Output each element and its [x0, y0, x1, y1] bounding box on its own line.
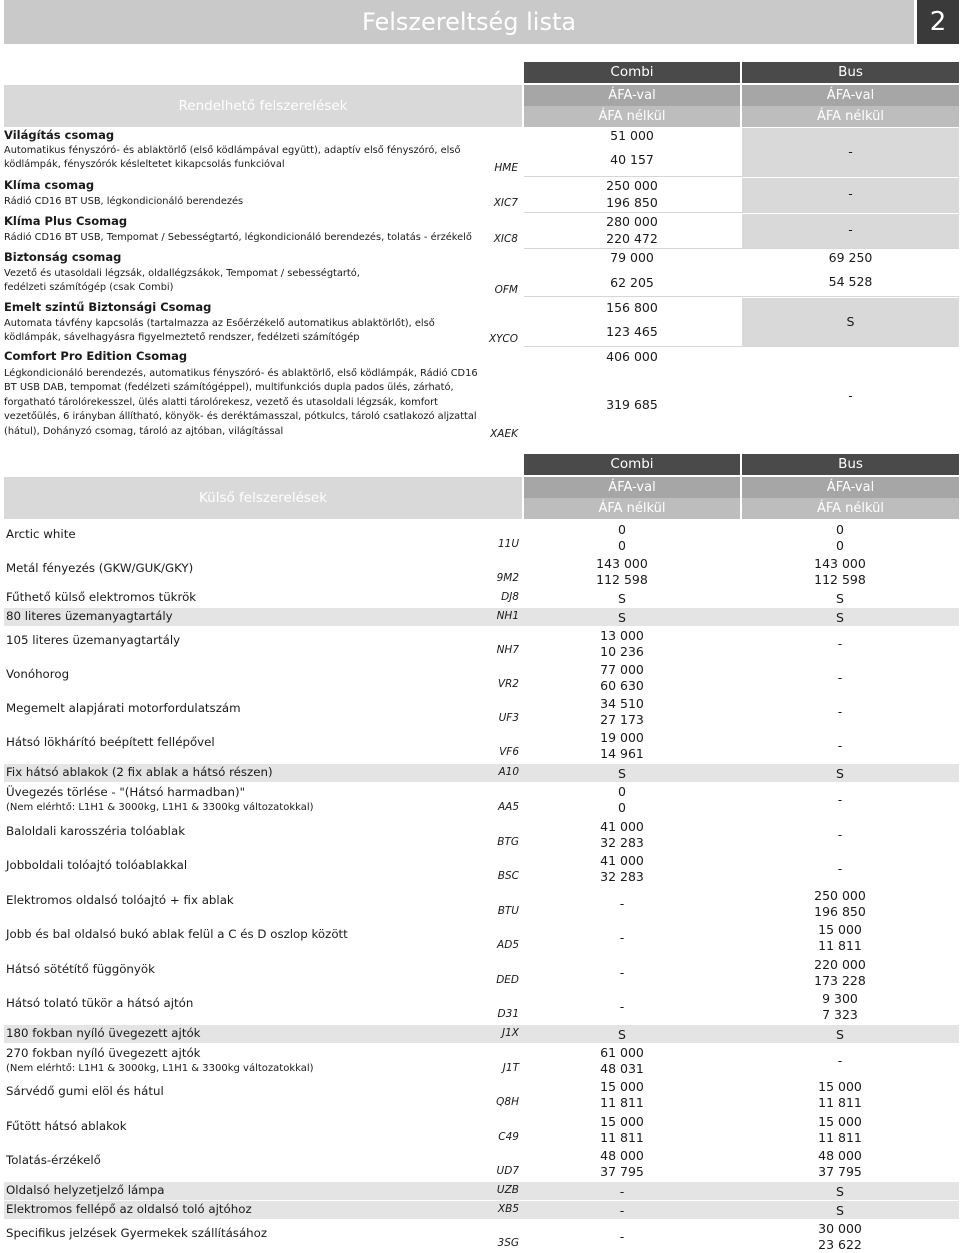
- package-row: [4, 127, 520, 173]
- combi-novat-header: ÁFA nélkül: [524, 106, 740, 127]
- combi-novat-value: 220 472: [606, 231, 658, 246]
- page-number: 2: [917, 0, 959, 44]
- bus-novat-value: 7 323: [822, 1007, 858, 1022]
- combi-novat-value: 14 961: [600, 746, 644, 761]
- package-name: Klíma csomag: [4, 178, 95, 192]
- bus-value: -: [837, 636, 843, 651]
- package-row: [4, 249, 520, 296]
- bus-value: S: [836, 591, 844, 606]
- option-name: 105 literes üzemanyagtartály: [6, 633, 181, 647]
- bus-value: S: [836, 1027, 844, 1042]
- package-code: XAEK: [490, 428, 518, 440]
- combi-vat-value: 15 000: [600, 1114, 644, 1129]
- combi-vat-value: 41 000: [600, 819, 644, 834]
- combi-novat-value: 32 283: [600, 835, 644, 850]
- package-desc: Vezető és utasoldali légzsák, oldallégzsákok, Tempomat / sebességtartó, fedélzeti számítógép (csak Combi): [4, 268, 360, 294]
- option-code: 3SG: [497, 1237, 519, 1249]
- option-name: Metál fényezés (GKW/GUK/GKY): [6, 561, 194, 575]
- combi-vat-value: 77 000: [600, 662, 644, 677]
- combi-value: S: [618, 766, 626, 781]
- package-code: XIC8: [493, 233, 518, 245]
- option-code: Q8H: [496, 1096, 519, 1108]
- package-code: HME: [494, 162, 518, 174]
- bus-novat-value: 11 811: [818, 1130, 862, 1145]
- bus-vat-value: 48 000: [818, 1148, 862, 1163]
- combi-novat-value: 319 685: [606, 397, 658, 412]
- bus-novat-header: ÁFA nélkül: [742, 498, 959, 519]
- combi-vat-header: ÁFA-val: [524, 85, 740, 106]
- combi-vat-value: 51 000: [610, 128, 654, 143]
- option-name: Jobb és bal oldalsó bukó ablak felül a C és D oszlop között: [6, 927, 348, 941]
- option-code: BSC: [497, 870, 519, 882]
- option-name: Vonóhorog: [6, 667, 70, 681]
- option-name: Oldalsó helyzetjelző lámpa: [6, 1183, 165, 1197]
- bus-value: -: [837, 738, 843, 753]
- bus-value: -: [848, 186, 853, 201]
- bus-novat-value: 23 622: [818, 1237, 862, 1252]
- combi-value: S: [618, 591, 626, 606]
- bus-novat-value: 196 850: [814, 904, 866, 919]
- option-code: 9M2: [496, 572, 519, 584]
- combi-header: Combi: [524, 62, 740, 83]
- package-row: [4, 299, 520, 346]
- option-note: (Nem elérhtő: L1H1 & 3000kg, L1H1 & 3300kg változatokkal): [6, 1063, 314, 1074]
- option-code: UF3: [498, 712, 519, 724]
- combi-vat-value: 15 000: [600, 1079, 644, 1094]
- option-name: Sárvédő gumi elöl és hátul: [6, 1084, 164, 1098]
- bus-value: -: [837, 670, 843, 685]
- combi-value: S: [618, 610, 626, 625]
- package-desc: Légkondicionáló berendezés, automatikus fényszóró- és ablaktörlő, első ködlámpák, Rádió CD16 BT USB DAB, tempomat (fedélzeti számítógéppel), multifunkciós dupla pados ülés, zárható, forgatható tárolórekesszel, ülés alatti tárolórekesz, vezető és utasoldali légzsák, komfort vezetőülés, 6 irányban állítható, könyök- és deréktámasszal, pótkulcs, tároló csatlakozó aljzattal (hátul), Dohányzó csomag, tároló az ajtóban, világítással: [4, 368, 478, 437]
- option-name: Arctic white: [6, 527, 76, 541]
- bus-value: S: [836, 1203, 844, 1218]
- combi-header: Combi: [524, 454, 740, 475]
- combi-novat-value: 48 031: [600, 1061, 644, 1076]
- bus-value: -: [837, 827, 843, 842]
- option-name: 270 fokban nyíló üvegezett ajtók: [6, 1046, 201, 1060]
- option-name: Hátsó tolató tükör a hátsó ajtón: [6, 996, 194, 1010]
- option-code: VF6: [499, 746, 519, 758]
- combi-value: -: [619, 1184, 625, 1199]
- exterior-section-title: Külső felszerelések: [4, 477, 522, 519]
- option-name: Baloldali karosszéria tolóablak: [6, 824, 186, 838]
- option-name: Elektromos fellépő az oldalsó toló ajtóhoz: [6, 1202, 252, 1216]
- combi-vat-value: 61 000: [600, 1045, 644, 1060]
- bus-value: -: [848, 388, 853, 403]
- option-code: AA5: [497, 801, 519, 813]
- option-code: A10: [498, 766, 519, 778]
- bus-value: -: [848, 222, 853, 237]
- option-name: Fix hátsó ablakok (2 fix ablak a hátsó részen): [6, 765, 273, 779]
- package-row: [4, 348, 520, 439]
- bus-vat-value: 250 000: [814, 888, 866, 903]
- bus-value: S: [836, 766, 844, 781]
- option-name: Megemelt alapjárati motorfordulatszám: [6, 701, 241, 715]
- combi-novat-value: 37 795: [600, 1164, 644, 1179]
- bus-novat-value: 37 795: [818, 1164, 862, 1179]
- combi-vat-value: 0: [618, 522, 626, 537]
- combi-vat-value: 406 000: [606, 349, 658, 364]
- option-name: Fűthető külső elektromos tükrök: [6, 590, 197, 604]
- bus-novat-value: 11 811: [818, 938, 862, 953]
- bus-value: -: [848, 144, 853, 159]
- bus-vat-header: ÁFA-val: [742, 85, 959, 106]
- bus-vat-header: ÁFA-val: [742, 477, 959, 498]
- combi-novat-value: 62 205: [610, 275, 654, 290]
- bus-vat-value: 220 000: [814, 957, 866, 972]
- combi-novat-value: 11 811: [600, 1130, 644, 1145]
- combi-value: -: [619, 965, 625, 980]
- combi-vat-value: 250 000: [606, 178, 658, 193]
- combi-value: -: [619, 1229, 625, 1244]
- package-name: Comfort Pro Edition Csomag: [4, 349, 188, 363]
- bus-vat-value: 15 000: [818, 1079, 862, 1094]
- package-row: [4, 177, 520, 209]
- bus-novat-value: 0: [836, 538, 844, 553]
- combi-value: S: [618, 1027, 626, 1042]
- combi-vat-value: 34 510: [600, 696, 644, 711]
- page-title: Felszereltség lista: [4, 0, 914, 44]
- bus-header: Bus: [742, 454, 959, 475]
- bus-novat-value: 11 811: [818, 1095, 862, 1110]
- combi-vat-value: 0: [618, 784, 626, 799]
- bus-value: S: [836, 1184, 844, 1199]
- combi-novat-value: 11 811: [600, 1095, 644, 1110]
- option-code: BTG: [497, 836, 519, 848]
- option-code: J1T: [502, 1062, 519, 1074]
- combi-novat-value: 123 465: [606, 324, 658, 339]
- combi-novat-value: 60 630: [600, 678, 644, 693]
- combi-value: -: [619, 930, 625, 945]
- combi-novat-value: 196 850: [606, 195, 658, 210]
- bus-value: S: [836, 610, 844, 625]
- combi-novat-value: 0: [618, 538, 626, 553]
- bus-value: -: [837, 1053, 843, 1068]
- combi-novat-value: 112 598: [596, 572, 648, 587]
- option-code: XB5: [497, 1203, 519, 1215]
- option-name: Jobboldali tolóajtó tolóablakkal: [6, 858, 188, 872]
- combi-vat-value: 48 000: [600, 1148, 644, 1163]
- option-code: D31: [497, 1008, 519, 1020]
- package-desc: Rádió CD16 BT USB, légkondicionáló berendezés: [4, 196, 244, 207]
- package-desc: Automatikus fényszóró- és ablaktörlő (első ködlámpával együtt), adaptív első fényszóró, első ködlámpák, fényszórók késleltetet kikapcsolás funkcióval: [4, 145, 461, 171]
- option-code: UZB: [496, 1184, 519, 1196]
- combi-novat-value: 0: [618, 800, 626, 815]
- bus-vat-value: 15 000: [818, 1114, 862, 1129]
- package-code: OFM: [494, 284, 518, 296]
- combi-vat-header: ÁFA-val: [524, 477, 740, 498]
- option-code: DED: [496, 974, 519, 986]
- option-code: NH7: [496, 644, 519, 656]
- option-name: Üvegezés törlése - "(Hátsó harmadban)": [6, 785, 246, 799]
- option-code: NH1: [496, 610, 519, 622]
- combi-novat-value: 32 283: [600, 869, 644, 884]
- option-name: Tolatás-érzékelő: [6, 1153, 101, 1167]
- bus-value: S: [846, 314, 855, 329]
- bus-vat-value: 143 000: [814, 556, 866, 571]
- bus-value: -: [837, 861, 843, 876]
- bus-vat-value: 15 000: [818, 922, 862, 937]
- option-code: DJ8: [501, 591, 519, 603]
- combi-vat-value: 19 000: [600, 730, 644, 745]
- package-row: [4, 213, 520, 245]
- bus-vat-value: 69 250: [828, 250, 873, 265]
- combi-vat-value: 41 000: [600, 853, 644, 868]
- option-code: 11U: [497, 538, 519, 550]
- bus-vat-value: 30 000: [818, 1221, 862, 1236]
- package-name: Emelt szintű Biztonsági Csomag: [4, 300, 212, 314]
- combi-vat-value: 280 000: [606, 214, 658, 229]
- option-code: BTU: [497, 905, 519, 917]
- bus-value: -: [837, 704, 843, 719]
- package-name: Világítás csomag: [4, 128, 115, 142]
- bus-vat-value: 9 300: [822, 991, 858, 1006]
- bus-novat-value: 112 598: [814, 572, 866, 587]
- package-code: XYCO: [488, 333, 518, 345]
- option-code: VR2: [497, 678, 519, 690]
- combi-vat-value: 156 800: [606, 300, 658, 315]
- option-name: 180 fokban nyíló üvegezett ajtók: [6, 1026, 201, 1040]
- bus-novat-header: ÁFA nélkül: [742, 106, 959, 127]
- package-desc: Automata távfény kapcsolás (tartalmazza az Esőérzékelő automatikus ablaktörlőt), első ködlámpák, sávelhagyásra figyelmeztető rendszer, fedélzeti számítógép: [4, 318, 435, 344]
- bus-novat-value: 173 228: [814, 973, 866, 988]
- option-name: Hátsó sötétítő függönyök: [6, 962, 155, 976]
- option-note: (Nem elérhtő: L1H1 & 3000kg, L1H1 & 3300kg változatokkal): [6, 802, 314, 813]
- option-name: Elektromos oldalsó tolóajtó + fix ablak: [6, 893, 234, 907]
- combi-value: -: [619, 999, 625, 1014]
- option-code: C49: [498, 1131, 519, 1143]
- combi-value: -: [619, 1203, 625, 1218]
- combi-novat-value: 27 173: [600, 712, 644, 727]
- option-name: Fűtött hátsó ablakok: [6, 1119, 127, 1133]
- bus-novat-value: 54 528: [828, 274, 873, 289]
- combi-value: -: [619, 896, 625, 911]
- options-section-title: Rendelhető felszerelések: [4, 85, 522, 127]
- option-name: 80 literes üzemanyagtartály: [6, 609, 173, 623]
- combi-vat-value: 79 000: [610, 250, 654, 265]
- option-code: AD5: [497, 939, 519, 951]
- bus-header: Bus: [742, 62, 959, 83]
- option-name: Specifikus jelzések Gyermekek szállításához: [6, 1226, 268, 1240]
- combi-vat-value: 143 000: [596, 556, 648, 571]
- combi-vat-value: 13 000: [600, 628, 644, 643]
- package-desc: Rádió CD16 BT USB, Tempomat / Sebességtartó, légkondicionáló berendezés, tolatás - érzékelő: [4, 232, 472, 243]
- option-name: Hátsó lökhárító beépített fellépővel: [6, 735, 215, 749]
- bus-value: -: [837, 792, 843, 807]
- package-name: Biztonság csomag: [4, 250, 122, 264]
- package-code: XIC7: [493, 197, 518, 209]
- combi-novat-value: 40 157: [610, 152, 654, 167]
- bus-vat-value: 0: [836, 522, 844, 537]
- option-code: UD7: [496, 1165, 519, 1177]
- combi-novat-value: 10 236: [600, 644, 644, 659]
- combi-novat-header: ÁFA nélkül: [524, 498, 740, 519]
- package-name: Klíma Plus Csomag: [4, 214, 128, 228]
- option-code: J1X: [502, 1027, 519, 1039]
